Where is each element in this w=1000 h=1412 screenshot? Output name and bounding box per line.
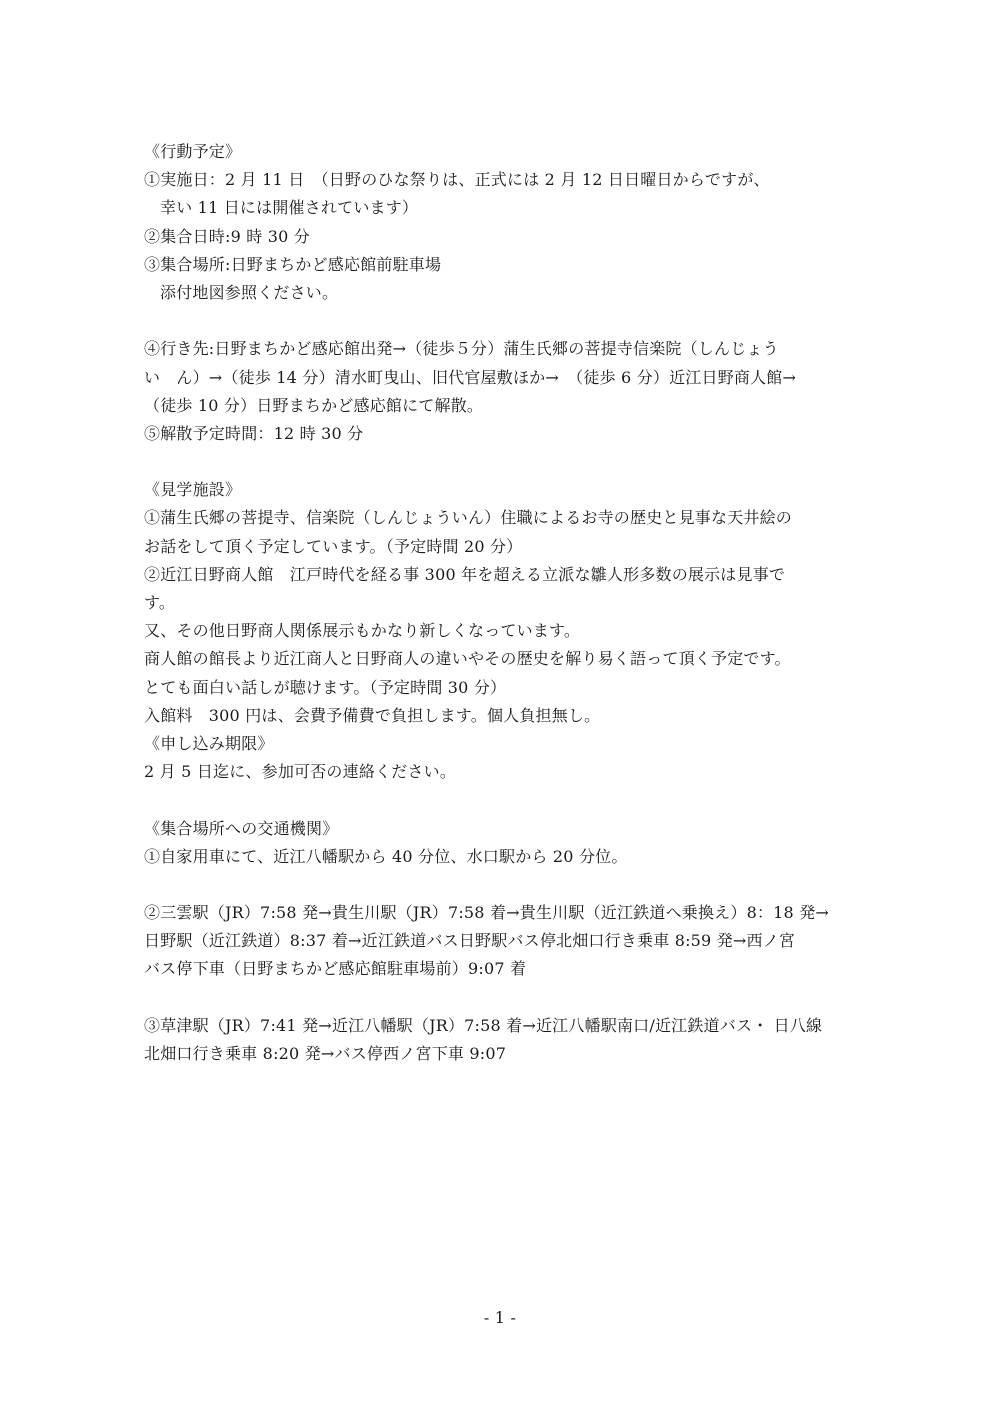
deadline-text: 2 月 5 日迄に、参加可否の連絡ください。 — [144, 762, 457, 782]
museum-description: 又、その他日野商人関係展示もかなり新しくなっています。 — [144, 621, 581, 641]
spacer — [144, 984, 864, 1012]
schedule-section — [144, 138, 864, 448]
spacer — [144, 786, 864, 814]
meeting-time: ②集合日時:9 時 30 分 — [144, 226, 310, 246]
transport-section — [144, 815, 864, 1069]
facilities-heading: 《見学施設》 — [144, 480, 242, 500]
event-date-line: ①実施日：2 月 11 日 （日野のひな祭りは、正式には 2 月 12 日日曜日からですが、 — [144, 170, 770, 190]
transport-train-route-3: ③草津駅（JR）7:41 発→近江八幡駅（JR）7:58 着→近江八幡駅南口/近江鉄道バス・ 日八線 — [144, 1015, 823, 1035]
museum-description: ②近江日野商人館 江戸時代を経る事 300 年を超える立派な雛人形多数の展示は見事で — [144, 564, 786, 584]
museum-description: とても面白い話しが聴けます。（予定時間 30 分） — [144, 677, 507, 697]
facilities-section — [144, 476, 864, 730]
spacer — [144, 307, 864, 335]
transport-train-route-3: 北畑口行き乗車 8:20 発→バス停西ノ宮下車 9:07 — [144, 1044, 507, 1063]
deadline-heading: 《申し込み期限》 — [144, 733, 274, 753]
transport-train-route-2: 日野駅（近江鉄道）8:37 着→近江鉄道バス日野駅バス停北畑口行き乗車 8:59 発→西ノ宮 — [144, 931, 796, 951]
admission-fee: 入館料 300 円は、会費予備費で負担します。個人負担無し。 — [144, 705, 601, 725]
route-line: い ん）→（徒歩 14 分）清水町曳山、旧代官屋敷ほか→ （徒歩 6 分）近江日野商人館→ — [144, 367, 797, 387]
spacer — [144, 448, 864, 476]
museum-description: 商人館の館長より近江商人と日野商人の違いやその歴史を解り易く語って頂く予定です。 — [144, 649, 791, 669]
temple-description: お話をして頂く予定しています。（予定時間 20 分） — [144, 536, 523, 556]
schedule-heading: 《行動予定》 — [144, 142, 242, 161]
deadline-section — [144, 730, 864, 786]
transport-car: ①自家用車にて、近江八幡駅から 40 分位、水口駅から 20 分位。 — [144, 846, 628, 866]
map-note: 添付地図参照ください。 — [160, 282, 339, 302]
event-date-note: 幸い 11 日には開催されています） — [160, 198, 419, 218]
dismiss-time: ⑤解散予定時間：12 時 30 分 — [144, 423, 364, 443]
document-body — [144, 138, 864, 1068]
temple-description: ①蒲生氏郷の菩提寺、信楽院（しんじょういん）住職によるお寺の歴史と見事な天井絵の — [144, 508, 793, 528]
spacer — [144, 871, 864, 899]
page-number: - 1 - — [483, 1308, 517, 1327]
transport-heading: 《集合場所への交通機関》 — [144, 818, 339, 838]
transport-train-route-2: ②三雲駅（JR）7:58 発→貴生川駅（JR）7:58 着→貴生川駅（近江鉄道へ乗換え）8：18 発→ — [144, 903, 829, 923]
route-line: （徒歩 10 分）日野まちかど感応館にて解散。 — [144, 395, 484, 415]
meeting-place: ③集合場所:日野まちかど感応館前駐車場 — [144, 254, 442, 274]
museum-description: す。 — [144, 593, 176, 612]
route-line: ④行き先:日野まちかど感応館出発→（徒歩５分）蒲生氏郷の菩提寺信楽院（しんじょう — [144, 339, 779, 359]
transport-train-route-2: バス停下車（日野まちかど感応館駐車場前）9:07 着 — [144, 959, 527, 979]
